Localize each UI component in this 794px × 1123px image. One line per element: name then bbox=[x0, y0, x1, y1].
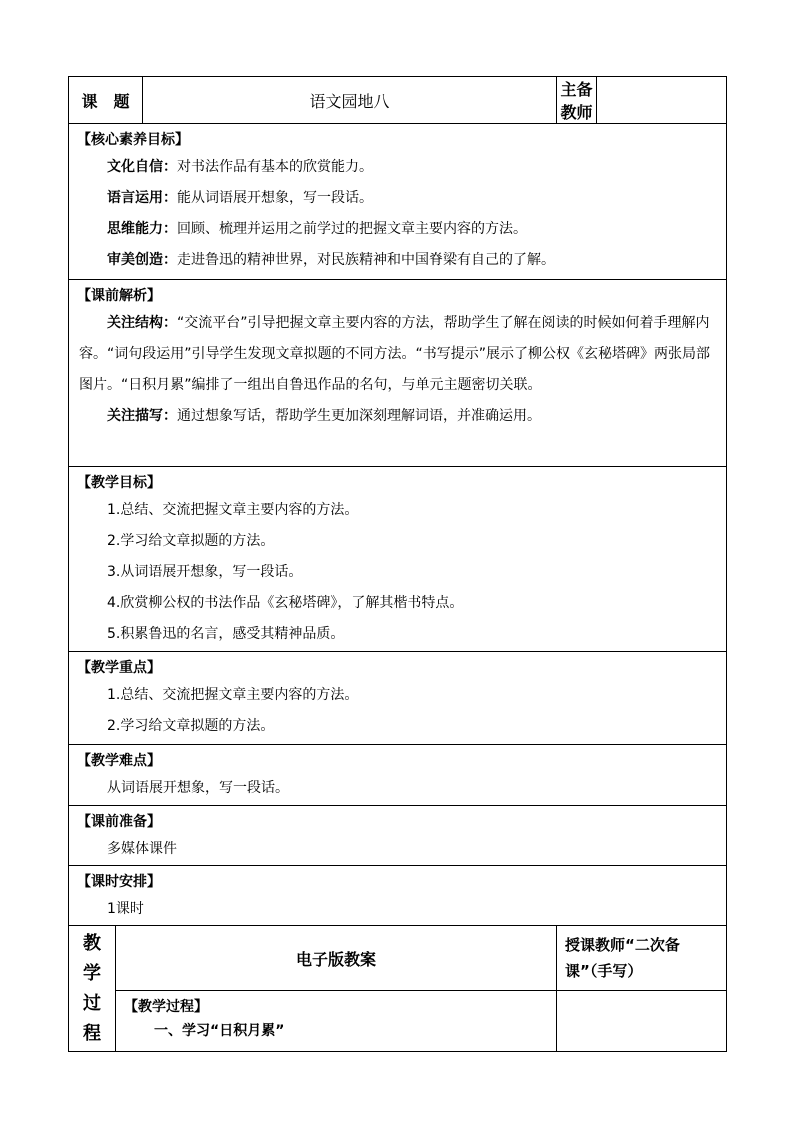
key-points-section bbox=[69, 652, 727, 745]
difficult-points-title: 【教学难点】 bbox=[77, 753, 161, 769]
key-point-item: 2.学习给文章拟题的方法。 bbox=[107, 718, 275, 734]
subject-value: 语文园地八 bbox=[143, 77, 557, 124]
core-goals-title: 【核心素养目标】 bbox=[77, 132, 189, 148]
analysis-description-paragraph: 关注描写：通过想象写话，帮助学生更加深刻理解词语，并准确运用。 bbox=[107, 408, 541, 424]
core-goals-section bbox=[69, 124, 727, 280]
preparation-title: 【课前准备】 bbox=[77, 814, 161, 830]
teaching-goal-item: 3.从词语展开想象，写一段话。 bbox=[107, 564, 303, 580]
core-goal-item: 思维能力：回顾、梳理并运用之前学过的把握文章主要内容的方法。 bbox=[107, 221, 527, 237]
process-content bbox=[116, 991, 557, 1052]
difficult-points-section bbox=[69, 745, 727, 806]
schedule-section bbox=[69, 866, 727, 926]
teaching-goal-item: 2.学习给文章拟题的方法。 bbox=[107, 533, 275, 549]
analysis-title: 【课前解析】 bbox=[77, 288, 161, 304]
core-goal-item: 审美创造：走进鲁迅的精神世界，对民族精神和中国脊梁有自己的了解。 bbox=[107, 252, 555, 268]
teaching-goal-item: 5.积累鲁迅的名言，感受其精神品质。 bbox=[107, 626, 345, 642]
teacher-value bbox=[597, 77, 727, 124]
teaching-goal-item: 4.欣赏柳公权的书法作品《玄秘塔碑》，了解其楷书特点。 bbox=[107, 595, 464, 611]
core-goal-item: 语言运用：能从词语展开想象，写一段话。 bbox=[107, 190, 373, 206]
process-right-header: 授课教师“二次备课”（手写） bbox=[557, 926, 727, 991]
teaching-goals-title: 【教学目标】 bbox=[77, 475, 161, 491]
subject-label: 课 题 bbox=[69, 77, 143, 124]
core-goal-item: 文化自信：对书法作品有基本的欣赏能力。 bbox=[107, 159, 373, 175]
key-point-item: 1.总结、交流把握文章主要内容的方法。 bbox=[107, 687, 359, 703]
teacher-label: 主备教师 bbox=[557, 77, 597, 124]
process-center-header: 电子版教案 bbox=[116, 926, 557, 991]
teaching-goal-item: 1.总结、交流把握文章主要内容的方法。 bbox=[107, 502, 359, 518]
preparation-section bbox=[69, 806, 727, 866]
key-points-title: 【教学重点】 bbox=[77, 660, 161, 676]
difficult-point-text: 从词语展开想象，写一段话。 bbox=[107, 780, 289, 796]
handwritten-notes-area[interactable] bbox=[557, 991, 727, 1052]
lesson-plan-table bbox=[68, 76, 727, 1052]
preparation-text: 多媒体课件 bbox=[107, 841, 177, 857]
teaching-goals-section bbox=[69, 467, 727, 652]
analysis-structure-paragraph: 关注结构：“交流平台”引导把握文章主要内容的方法，帮助学生了解在阅读的时候如何着手理解内容。“词句段运用”引导学生发现文章拟题的不同方法。“书写提示”展示了柳公权《玄秘塔碑》两张局部图片。“日积月累”编排了一组出自鲁迅作品的名句，与单元主题密切关联。 bbox=[79, 315, 711, 393]
process-title: 【教学过程】 bbox=[124, 999, 208, 1015]
process-side-label: 教 学 过 程 bbox=[69, 926, 116, 1052]
analysis-section bbox=[69, 280, 727, 467]
lesson-plan-page bbox=[68, 76, 726, 1052]
schedule-title: 【课时安排】 bbox=[77, 874, 161, 890]
schedule-text: 1课时 bbox=[107, 901, 144, 917]
process-step-1: 一、学习“日积月累” bbox=[154, 1023, 285, 1039]
